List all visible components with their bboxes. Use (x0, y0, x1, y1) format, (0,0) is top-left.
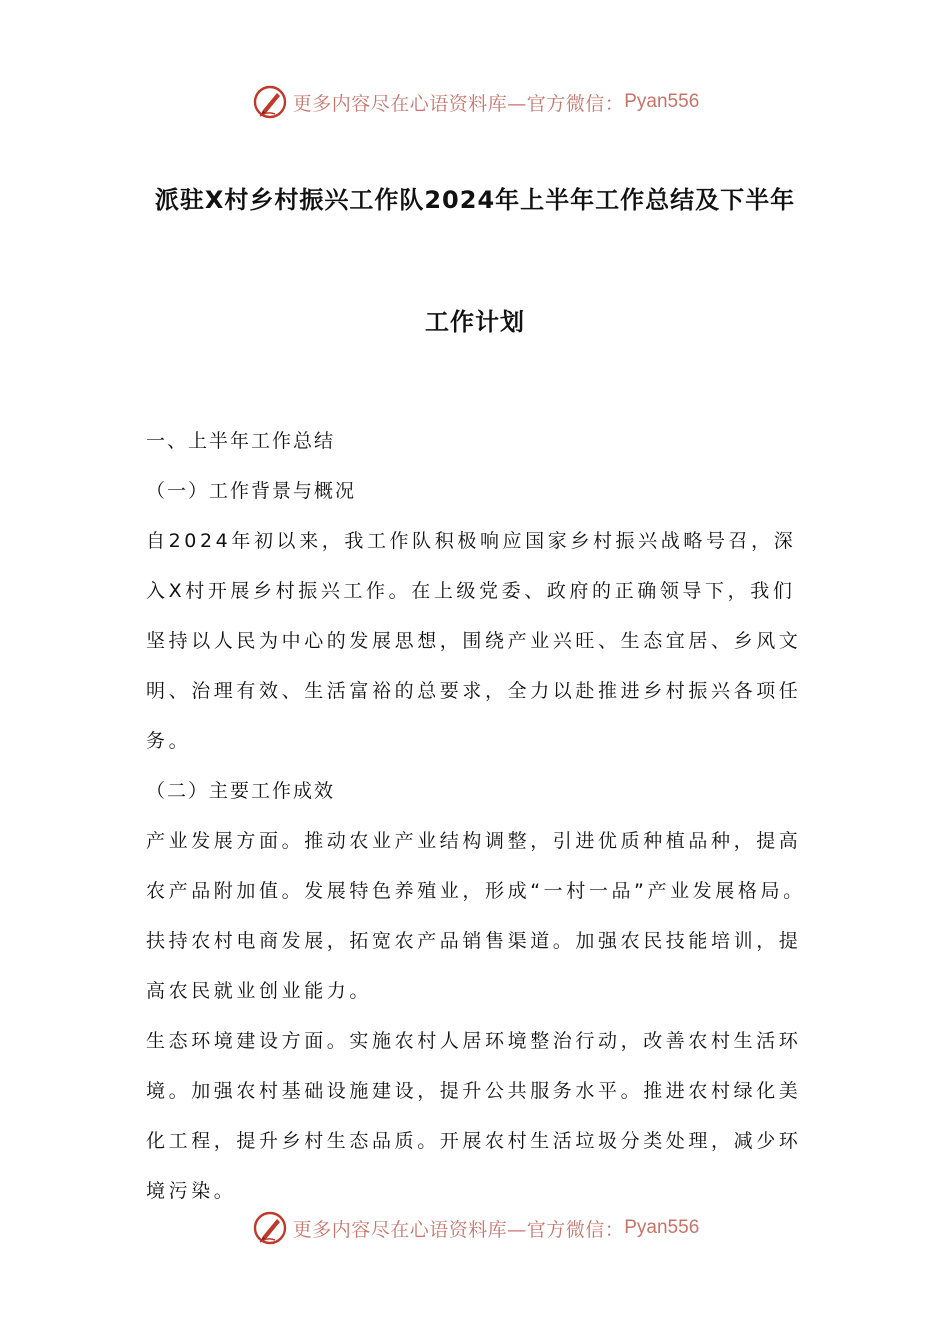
paragraph-ecology: 生态环境建设方面。实施农村人居环境整治行动，改善农村生活环境。加强农村基础设施建设，提升公共服务水平。推进农村绿化美化工程，提升乡村生态品质。开展农村生活垃圾分类处理，减少环境污染。 (146, 1030, 802, 1202)
subsection-heading-1a: （一）工作背景与概况 (146, 480, 357, 502)
watermark-banner-top (0, 82, 950, 122)
watermark-text: 更多内容尽在心语资料库—官方微信： (292, 92, 625, 115)
document-body (146, 416, 810, 1216)
watermark-wechat-id: Pyan556 (624, 1217, 700, 1238)
paragraph-industry: 产业发展方面。推动农业产业结构调整，引进优质种植品种，提高农产品附加值。发展特色养殖业，形成“一村一品”产业发展格局。扶持农村电商发展，拓宽农产品销售渠道。加强农民技能培训，提高农民就业创业能力。 (146, 830, 806, 1002)
watermark-wechat-id: Pyan556 (624, 91, 700, 112)
pen-logo-icon (251, 83, 289, 121)
document-title-line-2: 工作计划 (425, 308, 525, 336)
document-title-line-1: 派驻X村乡村振兴工作队2024年上半年工作总结及下半年 (154, 186, 796, 214)
watermark-text: 更多内容尽在心语资料库—官方微信： (292, 1218, 625, 1241)
paragraph-background: 自2024年初以来，我工作队积极响应国家乡村振兴战略号召，深入X村开展乡村振兴工作。在上级党委、政府的正确领导下，我们坚持以人民为中心的发展思想，围绕产业兴旺、生态宜居、乡风文明、治理有效、生活富裕的总要求，全力以赴推进乡村振兴各项任务。 (146, 530, 802, 752)
watermark-banner-bottom (0, 1208, 950, 1248)
subsection-heading-1b: （二）主要工作成效 (146, 780, 336, 802)
pen-logo-icon (251, 1209, 289, 1247)
section-heading-1: 一、上半年工作总结 (146, 430, 336, 452)
